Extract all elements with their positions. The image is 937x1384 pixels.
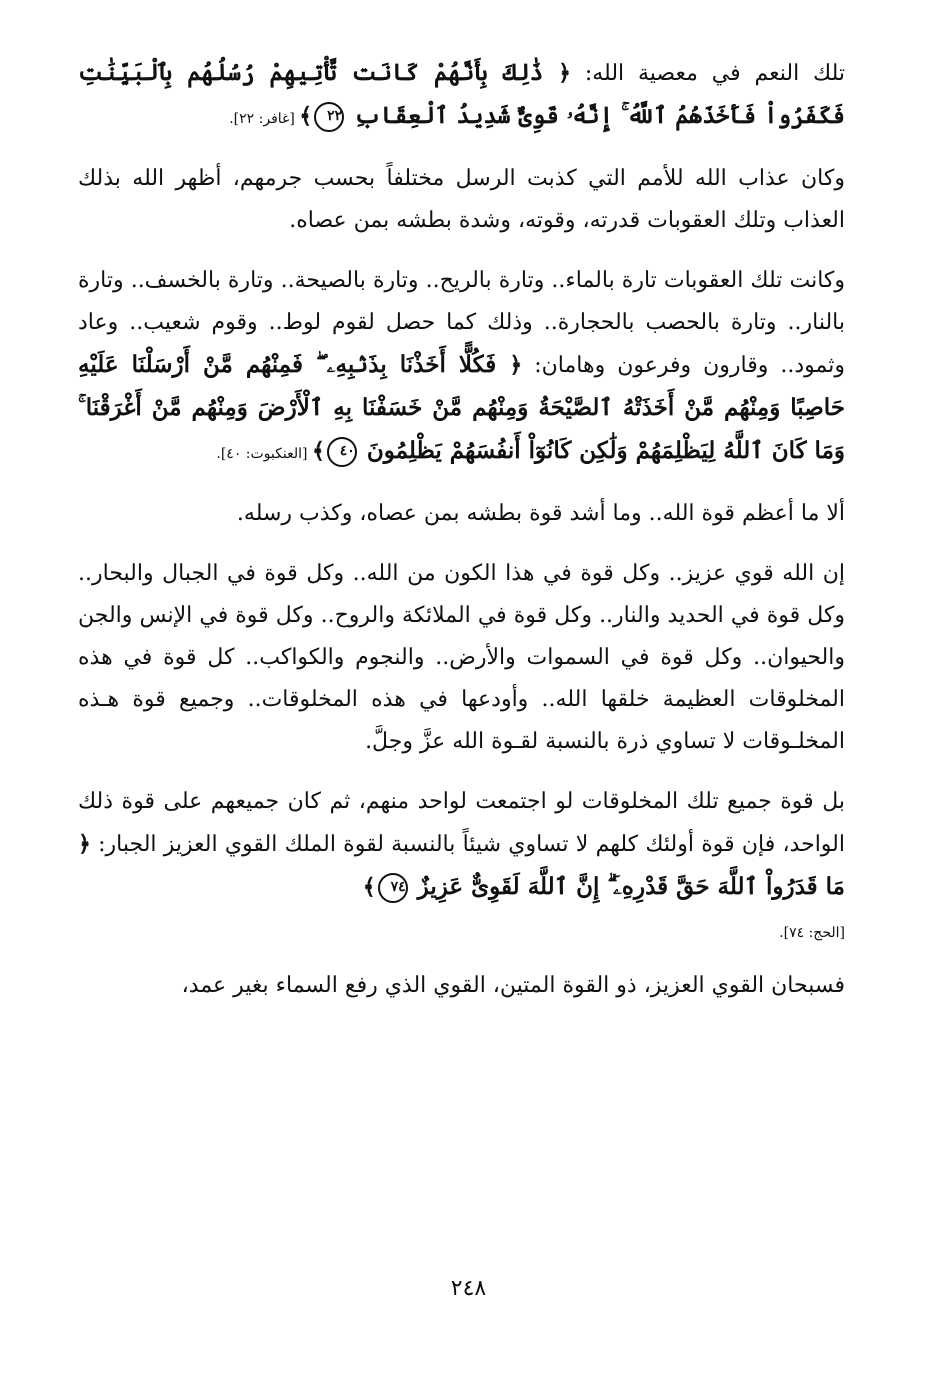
verse-bracket: ﴿ (78, 831, 91, 857)
paragraph-text: وكانت تلك العقوبات تارة بالماء.. وتارة بالريح.. وتارة بالصيحة.. وتارة بالخسف.. وتارة بالنار.. وتارة بالحصب بالحجارة.. وذلك كما حصل لقوم لوط.. وقوم شعيب.. وعاد وثمود.. وقارون وفرعون وهامان: (78, 268, 846, 378)
verse-reference: [غافر: ٢٢]. (229, 111, 300, 127)
verse-reference: [الحج: ٧٤]. (779, 925, 845, 941)
paragraph (78, 52, 845, 140)
verse-reference: [العنكبوت: ٤٠]. (216, 446, 312, 462)
paragraph (78, 158, 845, 242)
verse-bracket: ﴿ (558, 60, 571, 86)
paragraph (78, 781, 845, 909)
paragraph-text: بل قوة جميع تلك المخلوقات لو اجتمعت لواحد منهم، ثم كان جميعهم على قوة ذلك الواحد، فإن قوة أولئك كلهم لا تساوي شيئاً بالنسبة لقوة الملك القوي العزيز الجبار: (78, 789, 845, 857)
paragraph-text: إن الله قوي عزيز.. وكل قوة في هذا الكون من الله.. وكل قوة في الجبال والبحار.. وكل قوة في الحديد والنار.. وكل قوة في الملائكة والروح.. وكل قوة في الإنس والجن والحيوان.. وكل قوة في السموات والأرض.. والنجوم والكواكب.. كل قوة في هذه المخلوقات العظيمة خلقها الله.. وأودعها في هذه المخلوقات.. وجميع قوة هـذه المخلـوقات لا تساوي ذرة بالنسبة لقـوة الله عزَّ وجلَّ. (78, 561, 845, 754)
paragraph (78, 965, 845, 1007)
verse-bracket: ﴾ (362, 874, 376, 900)
paragraph-text: وكان عذاب الله للأمم التي كذبت الرسل مختلفاً بحسب جرمهم، أظهر الله بذلك العذاب وتلك العقوبات قدرته، وقوته، وشدة بطشه بمن عصاه. (78, 166, 845, 233)
paragraph (78, 493, 845, 535)
verse-number: ٢٢ (314, 102, 344, 132)
paragraph-text: ألا ما أعظم قوة الله.. وما أشد قوة بطشه بمن عصاه، وكذب رسله. (236, 501, 845, 526)
verse-number: ٤٠ (327, 437, 357, 467)
verse-bracket: ﴿ (509, 352, 523, 378)
paragraph-text: تلك النعم في معصية الله: (570, 61, 845, 86)
body-text (78, 52, 845, 1007)
verse-number: ٧٤ (378, 873, 408, 903)
verse-bracket: ﴾ (299, 103, 313, 129)
paragraph-text: فسبحان القوي العزيز، ذو القوة المتين، القوي الذي رفع السماء بغير عمد، (181, 973, 845, 998)
paragraph (78, 260, 845, 475)
quran-verse: ذَٰلِكَ بِأَنَّهُمْ كَانَت تَّأْتِيهِمْ رُسُلُهُم بِٱلْبَيِّنَٰتِ فَكَفَرُواْ فَأَخَذَهُمُ ٱللَّهُ ۚ إِنَّهُۥ قَوِىٌّ شَدِيدُ ٱلْعِقَابِ (78, 59, 845, 129)
verse-bracket: ﴾ (311, 438, 325, 464)
page-number: ٢٤٨ (450, 1276, 487, 1301)
quran-verse: مَا قَدَرُواْ ٱللَّهَ حَقَّ قَدْرِهِۦٓ ۗ إِنَّ ٱللَّهَ لَقَوِىٌّ عَزِيزٌ (409, 873, 845, 900)
quran-verse: فَكُلًّا أَخَذْنَا بِذَنۢبِهِۦ ۖ فَمِنْهُم مَّنْ أَرْسَلْنَا عَلَيْهِ حَاصِبًا وَمِنْهُم مَّنْ أَخَذَتْهُ ٱلصَّيْحَةُ وَمِنْهُم مَّنْ خَسَفْنَا بِهِ ٱلْأَرْضَ وَمِنْهُم مَّنْ أَغْرَقْنَا ۚ وَمَا كَانَ ٱللَّهُ لِيَظْلِمَهُمْ وَلَٰكِن كَانُوٓاْ أَنفُسَهُمْ يَظْلِمُونَ (78, 351, 845, 464)
paragraph (78, 553, 845, 763)
